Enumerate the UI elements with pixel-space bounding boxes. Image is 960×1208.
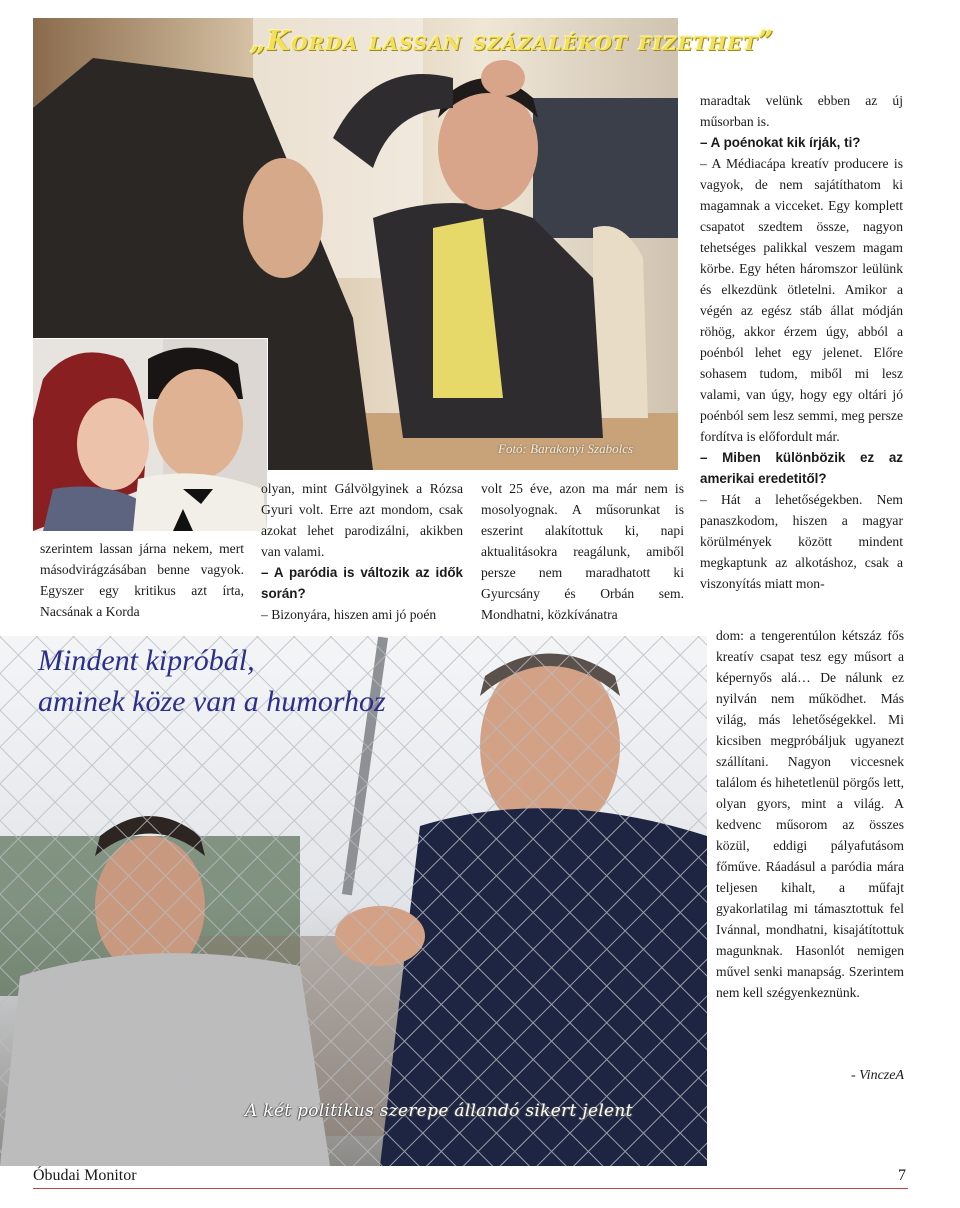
article-column-4-lower — [716, 625, 904, 1003]
article-column-2 — [261, 478, 463, 625]
author-signature: - VinczeA — [851, 1068, 904, 1083]
publication-name: Óbudai Monitor — [33, 1167, 137, 1184]
article-column-1 — [40, 538, 244, 622]
article-paragraph: – Hát a lehetőségekben. Nem panaszkodom, hiszen a magyar körülmények között mindent megkaptunk az alkotáshoz, csak a viszonyítás miatt mon- — [700, 492, 903, 591]
subheadline-line-1: Mindent kipróbál, — [38, 644, 255, 677]
article-paragraph: dom: a tengerentúlon kétszáz fős kreatív csapat tesz egy műsort a képernyős alá… De nálunk ez nyilván nem működhet. Más világ, más lehetőségekkel. Mi kicsiben megpróbáljuk ugyanezt szállítani. Nagyon viccesnek találom és hihetetlenül pörgős lett, olyan gyors, mint a világ. A kedvenc műsorom az összes közül, eddigi pályafutásom főműve. Ráadásul a paródia mára teljesen kihalt, a műfajt gyakorlatilag mi támasztottuk fel Ivánnal, mondhatni, kisajátítottuk magunknak. Hasonlót nemigen művel senki manapság. Szerintem nem kell szégyenkeznünk. — [716, 628, 904, 1000]
footer-rule — [33, 1188, 908, 1189]
article-column-4-upper — [700, 90, 903, 594]
subheadline — [38, 640, 386, 722]
article-paragraph: olyan, mint Gálvölgyinek a Rózsa Gyuri volt. Erre azt mondom, csak azokat lehet parodizálni, akikben van valami. — [261, 481, 463, 559]
article-paragraph: volt 25 éve, azon ma már nem is mosolyognak. A műsorunkat is eszerint alakítottuk ki, napi aktualitásokra reagálunk, amiből persze nem maradhatott ki Gyurcsány és Orbán sem. Mondhatni, közkívánatra — [481, 481, 684, 622]
couple-photo — [33, 338, 268, 531]
article-paragraph: – Bizonyára, hiszen ami jó poén — [261, 607, 437, 622]
article-headline: „Korda lassan százalékot fizethet” — [250, 26, 775, 57]
page-number: 7 — [898, 1167, 906, 1184]
photo-caption: A két politikus szerepe állandó sikert jelent — [245, 1101, 633, 1121]
interview-question: – Miben különbözik ez az amerikai eredetitől? — [700, 450, 903, 486]
interview-question: – A poénokat kik írják, ti? — [700, 135, 861, 150]
article-paragraph: – A Médiacápa kreatív producere is vagyok, de nem sajátíthatom ki magamnak a vicceket. Egy komplett csapatot szedtem össze, nagyon tehetséges palikkal veszem magam körbe. Egy héten háromszor leülünk és elkezdünk ötletelni. Amikor a végén az egész stáb állat módján röhög, akkor érzem úgy, abból a poénból lehet egy jelenet. Előre sohasem tudom, miből mi lesz valami, van úgy, hogy egy oltári jó poénból sem lesz semmi, meg persze fordítva is előfordult már. — [700, 156, 903, 444]
interview-question: – A paródia is változik az idők során? — [261, 565, 463, 601]
article-column-3 — [481, 478, 684, 625]
subheadline-line-2: aminek köze van a humorhoz — [38, 685, 386, 718]
article-paragraph: szerintem lassan járna nekem, mert másodvirágzásában benne vagyok. Egyszer egy kritikus azt írta, Nacsának a Korda — [40, 541, 244, 619]
photo-credit: Fotó: Barakonyi Szabolcs — [498, 441, 634, 456]
article-paragraph: maradtak velünk ebben az új műsorban is. — [700, 93, 903, 129]
